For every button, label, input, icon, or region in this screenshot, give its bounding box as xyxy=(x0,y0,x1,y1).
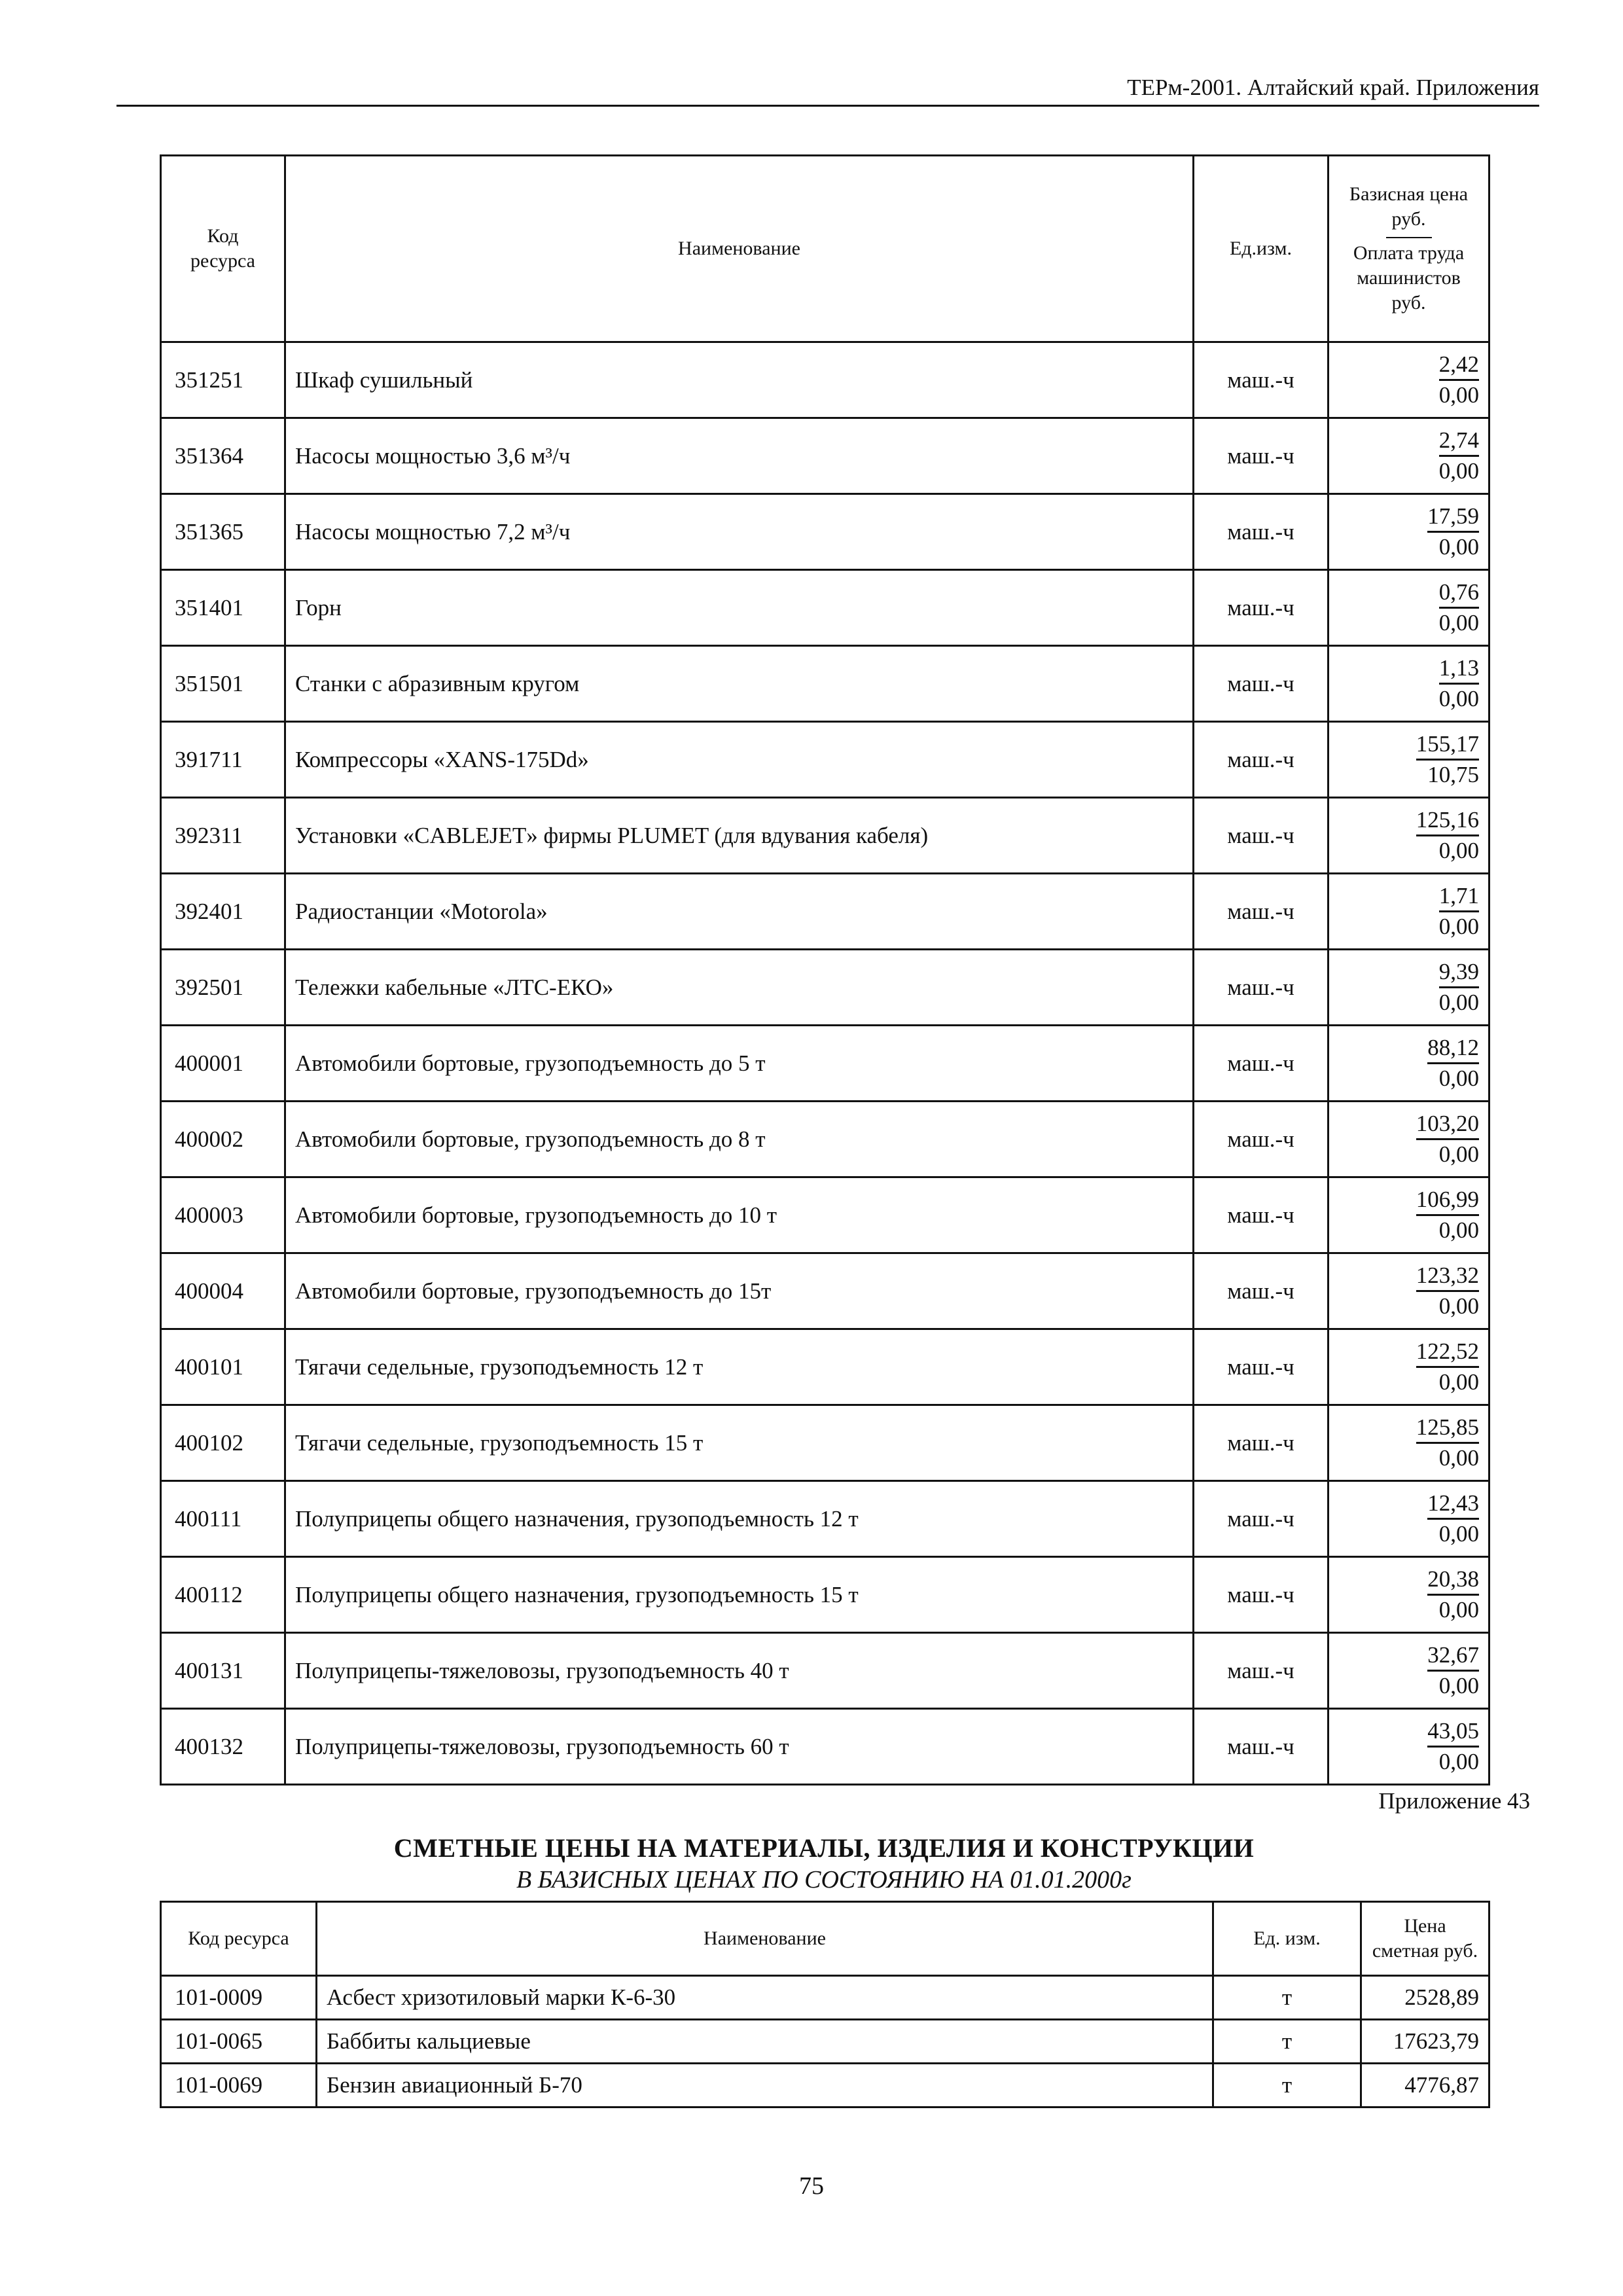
resource-name: Тележки кабельные «ЛТС-ЕКО» xyxy=(285,950,1194,1026)
price-fraction xyxy=(1439,654,1479,713)
base-price: 9,39 xyxy=(1439,958,1479,988)
unit-cell: т xyxy=(1213,2020,1361,2064)
resource-code: 351364 xyxy=(161,418,285,494)
price-cell xyxy=(1329,1557,1489,1633)
price-fraction xyxy=(1439,578,1479,637)
resource-name: Горн xyxy=(285,570,1194,646)
resource-name: Асбест хризотиловый марки К-6-30 xyxy=(317,1976,1213,2020)
table-row xyxy=(161,874,1489,950)
unit-cell: маш.-ч xyxy=(1194,342,1329,418)
resource-code: 351401 xyxy=(161,570,285,646)
machinist-labor: 0,00 xyxy=(1438,382,1479,408)
table-row xyxy=(161,1253,1489,1329)
col-header-unit: Ед.изм. xyxy=(1194,156,1329,342)
resource-code: 351365 xyxy=(161,494,285,570)
resource-code: 400004 xyxy=(161,1253,285,1329)
resource-code: 400112 xyxy=(161,1557,285,1633)
resource-name: Тягачи седельные, грузоподъемность 15 т xyxy=(285,1405,1194,1481)
machinist-labor: 0,00 xyxy=(1438,1217,1479,1243)
price-fraction xyxy=(1416,806,1479,865)
resource-name: Автомобили бортовые, грузоподъемность до 10 т xyxy=(285,1177,1194,1253)
machinist-labor: 0,00 xyxy=(1438,610,1479,636)
machinist-labor: 0,00 xyxy=(1438,1445,1479,1471)
table-row xyxy=(161,570,1489,646)
resource-code: 400132 xyxy=(161,1709,285,1785)
price-fraction xyxy=(1416,1109,1479,1169)
resource-name: Насосы мощностью 7,2 м³/ч xyxy=(285,494,1194,570)
resource-code: 351251 xyxy=(161,342,285,418)
base-price: 20,38 xyxy=(1427,1565,1479,1596)
price-fraction xyxy=(1427,502,1479,562)
base-price: 2,74 xyxy=(1439,426,1479,457)
price-fraction xyxy=(1427,1489,1479,1549)
machinist-labor: 0,00 xyxy=(1438,1749,1479,1774)
table-row xyxy=(161,342,1489,418)
col-header-unit: Ед. изм. xyxy=(1213,1902,1361,1976)
unit-cell: маш.-ч xyxy=(1194,1633,1329,1709)
price-fraction xyxy=(1416,730,1479,789)
machinist-labor: 0,00 xyxy=(1438,1521,1479,1547)
unit-cell: т xyxy=(1213,1976,1361,2020)
machinist-labor: 0,00 xyxy=(1438,1066,1479,1091)
base-price: 43,05 xyxy=(1427,1717,1479,1748)
unit-cell: маш.-ч xyxy=(1194,1481,1329,1557)
price-fraction xyxy=(1439,426,1479,486)
resource-name: Станки с абразивным кругом xyxy=(285,646,1194,722)
price-fraction xyxy=(1416,1261,1479,1321)
resource-code: 101-0009 xyxy=(161,1976,317,2020)
resource-code: 400111 xyxy=(161,1481,285,1557)
table-row xyxy=(161,494,1489,570)
col-header-name: Наименование xyxy=(317,1902,1213,1976)
machinist-labor: 0,00 xyxy=(1438,458,1479,484)
resource-code: 400101 xyxy=(161,1329,285,1405)
price-cell xyxy=(1329,1102,1489,1177)
base-price: 123,32 xyxy=(1416,1261,1479,1292)
table-row xyxy=(161,1102,1489,1177)
base-price: 125,85 xyxy=(1416,1413,1479,1444)
running-title: ТЕРм-2001. Алтайский край. Приложения xyxy=(1127,75,1539,100)
table-row xyxy=(161,1329,1489,1405)
price-cell xyxy=(1329,342,1489,418)
resource-code: 392501 xyxy=(161,950,285,1026)
appendix-label: Приложение 43 xyxy=(1378,1788,1530,1814)
resource-name: Радиостанции «Motorola» xyxy=(285,874,1194,950)
unit-cell: маш.-ч xyxy=(1194,1405,1329,1481)
table-row xyxy=(161,2020,1489,2064)
unit-cell: маш.-ч xyxy=(1194,1557,1329,1633)
resource-name: Автомобили бортовые, грузоподъемность до 8 т xyxy=(285,1102,1194,1177)
resource-name: Шкаф сушильный xyxy=(285,342,1194,418)
unit-cell: маш.-ч xyxy=(1194,418,1329,494)
machinist-labor: 0,00 xyxy=(1438,686,1479,711)
unit-cell: маш.-ч xyxy=(1194,1102,1329,1177)
unit-cell: маш.-ч xyxy=(1194,874,1329,950)
page-number: 75 xyxy=(799,2172,824,2200)
unit-cell: маш.-ч xyxy=(1194,722,1329,798)
table-row xyxy=(161,1633,1489,1709)
col-header-code: Код ресурса xyxy=(161,156,285,342)
base-price: 1,13 xyxy=(1439,654,1479,685)
resource-code: 101-0069 xyxy=(161,2064,317,2108)
table-row xyxy=(161,1557,1489,1633)
base-price: 32,67 xyxy=(1427,1641,1479,1672)
resource-name: Полуприцепы-тяжеловозы, грузоподъемность 40 т xyxy=(285,1633,1194,1709)
machinist-labor: 0,00 xyxy=(1438,1141,1479,1167)
materials-price-table xyxy=(160,1901,1490,2108)
price-fraction xyxy=(1416,1337,1479,1397)
machinist-labor: 0,00 xyxy=(1438,1673,1479,1698)
resource-name: Полуприцепы общего назначения, грузоподъемность 12 т xyxy=(285,1481,1194,1557)
price-fraction xyxy=(1427,1641,1479,1700)
resource-name: Автомобили бортовые, грузоподъемность до 5 т xyxy=(285,1026,1194,1102)
base-price: 125,16 xyxy=(1416,806,1479,836)
table-row xyxy=(161,418,1489,494)
unit-cell: маш.-ч xyxy=(1194,646,1329,722)
resource-code: 400102 xyxy=(161,1405,285,1481)
table-row xyxy=(161,798,1489,874)
unit-cell: маш.-ч xyxy=(1194,1253,1329,1329)
section-title: СМЕТНЫЕ ЦЕНЫ НА МАТЕРИАЛЫ, ИЗДЕЛИЯ И КОНСТРУКЦИИ xyxy=(393,1833,1255,1863)
resource-code: 351501 xyxy=(161,646,285,722)
price-cell xyxy=(1329,1481,1489,1557)
resource-code: 400002 xyxy=(161,1102,285,1177)
price-cell xyxy=(1329,1633,1489,1709)
col-header-price xyxy=(1329,156,1489,342)
price-fraction xyxy=(1427,1717,1479,1776)
unit-cell: маш.-ч xyxy=(1194,950,1329,1026)
unit-cell: т xyxy=(1213,2064,1361,2108)
machinist-labor: 0,00 xyxy=(1438,534,1479,560)
base-price: 17,59 xyxy=(1427,502,1479,533)
price-fraction xyxy=(1416,1413,1479,1473)
unit-cell: маш.-ч xyxy=(1194,494,1329,570)
base-price: 2,42 xyxy=(1439,350,1479,381)
unit-cell: маш.-ч xyxy=(1194,570,1329,646)
price-cell: 17623,79 xyxy=(1361,2020,1489,2064)
table-row xyxy=(161,1481,1489,1557)
unit-cell: маш.-ч xyxy=(1194,1177,1329,1253)
price-cell xyxy=(1329,570,1489,646)
base-price: 1,71 xyxy=(1439,882,1479,912)
price-cell xyxy=(1329,950,1489,1026)
table-row xyxy=(161,1177,1489,1253)
price-cell xyxy=(1329,1709,1489,1785)
price-cell xyxy=(1329,1177,1489,1253)
resource-code: 392311 xyxy=(161,798,285,874)
resource-name: Насосы мощностью 3,6 м³/ч xyxy=(285,418,1194,494)
resource-name: Автомобили бортовые, грузоподъемность до 15т xyxy=(285,1253,1194,1329)
price-fraction xyxy=(1439,958,1479,1017)
table-row xyxy=(161,1405,1489,1481)
table-row xyxy=(161,1709,1489,1785)
machinist-labor: 0,00 xyxy=(1438,838,1479,863)
resource-code: 101-0065 xyxy=(161,2020,317,2064)
unit-cell: маш.-ч xyxy=(1194,1329,1329,1405)
machines-price-table xyxy=(160,154,1490,1785)
table-row xyxy=(161,646,1489,722)
running-header xyxy=(116,73,1539,107)
price-cell xyxy=(1329,798,1489,874)
resource-name: Баббиты кальциевые xyxy=(317,2020,1213,2064)
base-price: 0,76 xyxy=(1439,578,1479,609)
table-row xyxy=(161,1026,1489,1102)
machinist-labor: 10,75 xyxy=(1427,762,1479,787)
price-cell xyxy=(1329,874,1489,950)
resource-code: 400001 xyxy=(161,1026,285,1102)
resource-name: Установки «CABLEJET» фирмы PLUMET (для вдувания кабеля) xyxy=(285,798,1194,874)
table-row xyxy=(161,722,1489,798)
price-fraction xyxy=(1439,882,1479,941)
base-price: 103,20 xyxy=(1416,1109,1479,1140)
unit-cell: маш.-ч xyxy=(1194,798,1329,874)
base-price: 122,52 xyxy=(1416,1337,1479,1368)
price-cell: 4776,87 xyxy=(1361,2064,1489,2108)
base-price: 106,99 xyxy=(1416,1185,1479,1216)
price-cell xyxy=(1329,418,1489,494)
resource-name: Полуприцепы-тяжеловозы, грузоподъемность 60 т xyxy=(285,1709,1194,1785)
price-fraction xyxy=(1416,1185,1479,1245)
machinist-labor: 0,00 xyxy=(1438,1369,1479,1395)
price-cell xyxy=(1329,1253,1489,1329)
table-row xyxy=(161,2064,1489,2108)
table-row xyxy=(161,950,1489,1026)
price-cell xyxy=(1329,722,1489,798)
machinist-labor: 0,00 xyxy=(1438,1597,1479,1623)
machinist-labor: 0,00 xyxy=(1438,990,1479,1015)
price-cell xyxy=(1329,646,1489,722)
base-price: 155,17 xyxy=(1416,730,1479,761)
price-cell xyxy=(1329,494,1489,570)
price-fraction xyxy=(1427,1033,1479,1093)
unit-cell: маш.-ч xyxy=(1194,1026,1329,1102)
col-header-price: Цена сметная руб. xyxy=(1361,1902,1489,1976)
resource-name: Полуприцепы общего назначения, грузоподъемность 15 т xyxy=(285,1557,1194,1633)
machinist-labor: 0,00 xyxy=(1438,914,1479,939)
price-cell xyxy=(1329,1405,1489,1481)
resource-code: 391711 xyxy=(161,722,285,798)
col-header-name: Наименование xyxy=(285,156,1194,342)
resource-name: Бензин авиационный Б-70 xyxy=(317,2064,1213,2108)
section-subtitle: В БАЗИСНЫХ ЦЕНАХ ПО СОСТОЯНИЮ НА 01.01.2000г xyxy=(516,1866,1132,1893)
resource-name: Компрессоры «XANS-175Dd» xyxy=(285,722,1194,798)
resource-code: 400131 xyxy=(161,1633,285,1709)
base-price: 12,43 xyxy=(1427,1489,1479,1520)
col-header-price-base: Базисная цена руб. xyxy=(1349,183,1469,230)
machinist-labor: 0,00 xyxy=(1438,1293,1479,1319)
price-cell xyxy=(1329,1026,1489,1102)
unit-cell: маш.-ч xyxy=(1194,1709,1329,1785)
resource-code: 400003 xyxy=(161,1177,285,1253)
price-fraction xyxy=(1427,1565,1479,1624)
col-header-price-labor: Оплата труда машинистов руб. xyxy=(1353,242,1465,314)
price-cell xyxy=(1329,1329,1489,1405)
resource-code: 392401 xyxy=(161,874,285,950)
header-fraction-rule xyxy=(1386,237,1432,238)
price-cell: 2528,89 xyxy=(1361,1976,1489,2020)
table-row xyxy=(161,1976,1489,2020)
base-price: 88,12 xyxy=(1427,1033,1479,1064)
price-fraction xyxy=(1439,350,1479,410)
resource-name: Тягачи седельные, грузоподъемность 12 т xyxy=(285,1329,1194,1405)
col-header-code: Код ресурса xyxy=(161,1902,317,1976)
